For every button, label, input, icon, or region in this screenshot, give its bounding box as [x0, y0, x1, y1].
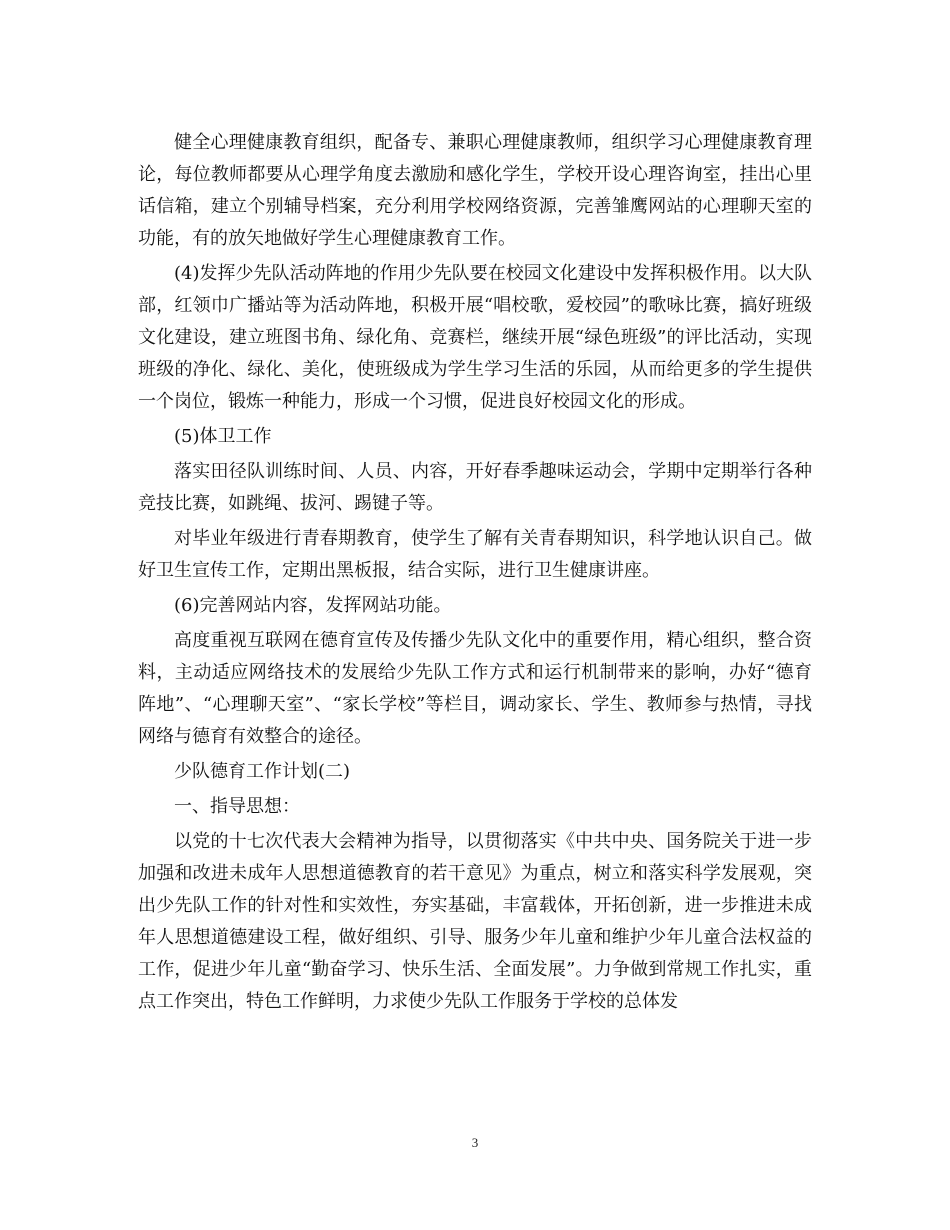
paragraph-plan-title: 少队德育工作计划(二) — [174, 761, 351, 782]
paragraph-guiding-thought: 以党的十七次代表大会精神为指导，以贯彻落实《中共中央、国务院关于进一步加强和改进未成年人思想道德教育的若干意见》为重点，树立和落实科学发展观，突出少先队工作的针对性和实效性，夯实基础，丰富载体，开拓创新，进一步推进未成年人思想道德建设工程，做好组织、引导、服务少年儿童和维护少年儿童合法权益的工作，促进少年儿童“勤奋学习、快乐生活、全面发展”。力争做到常规工作扎实，重点工作突出，特色工作鲜明，力求使少先队工作服务于学校的总体发 — [138, 831, 812, 1012]
paragraph-pioneer-activity: (4)发挥少先队活动阵地的作用少先队要在校园文化建设中发挥积极作用。以大队部，红领巾广播站等为活动阵地，积极开展“唱校歌，爱校园”的歌咏比赛，搞好班级文化建设，建立班图书角、绿化角、竞赛栏，继续开展“绿色班级”的评比活动，实现班级的净化、绿化、美化，使班级成为学生学习生活的乐园，从而给更多的学生提供一个岗位，锻炼一种能力，形成一个习惯，促进良好校园文化的形成。 — [138, 263, 812, 412]
paragraph-track-team: 落实田径队训练时间、人员、内容，开好春季趣味运动会，学期中定期举行各种竞技比赛，如跳绳、拔河、踢键子等。 — [138, 461, 812, 514]
paragraph-heading-sports-health: (5)体卫工作 — [174, 426, 272, 447]
paragraph-puberty-education: 对毕业年级进行青春期教育，使学生了解有关青春期知识，科学地认识自己。做好卫生宣传工作，定期出黑板报，结合实际，进行卫生健康讲座。 — [138, 528, 812, 581]
paragraph-internet: 高度重视互联网在德育宣传及传播少先队文化中的重要作用，精心组织，整合资料，主动适应网络技术的发展给少先队工作方式和运行机制带来的影响，办好“德育阵地”、“心理聊天室”、“家长学校”等栏目，调动家长、学生、教师参与热情，寻找网络与德育有效整合的途径。 — [138, 630, 812, 747]
document-body — [138, 127, 812, 1021]
paragraph-heading-website: (6)完善网站内容，发挥网站功能。 — [174, 595, 452, 616]
paragraph-heading-guiding-thought: 一、指导思想： — [174, 796, 300, 817]
paragraph-mental-health: 健全心理健康教育组织，配备专、兼职心理健康教师，组织学习心理健康教育理论，每位教师都要从心理学角度去激励和感化学生，学校开设心理咨询室，挂出心里话信箱，建立个别辅导档案，充分利用学校网络资源，完善雏鹰网站的心理聊天室的功能，有的放矢地做好学生心理健康教育工作。 — [138, 132, 812, 249]
page-number: 3 — [471, 1135, 479, 1150]
